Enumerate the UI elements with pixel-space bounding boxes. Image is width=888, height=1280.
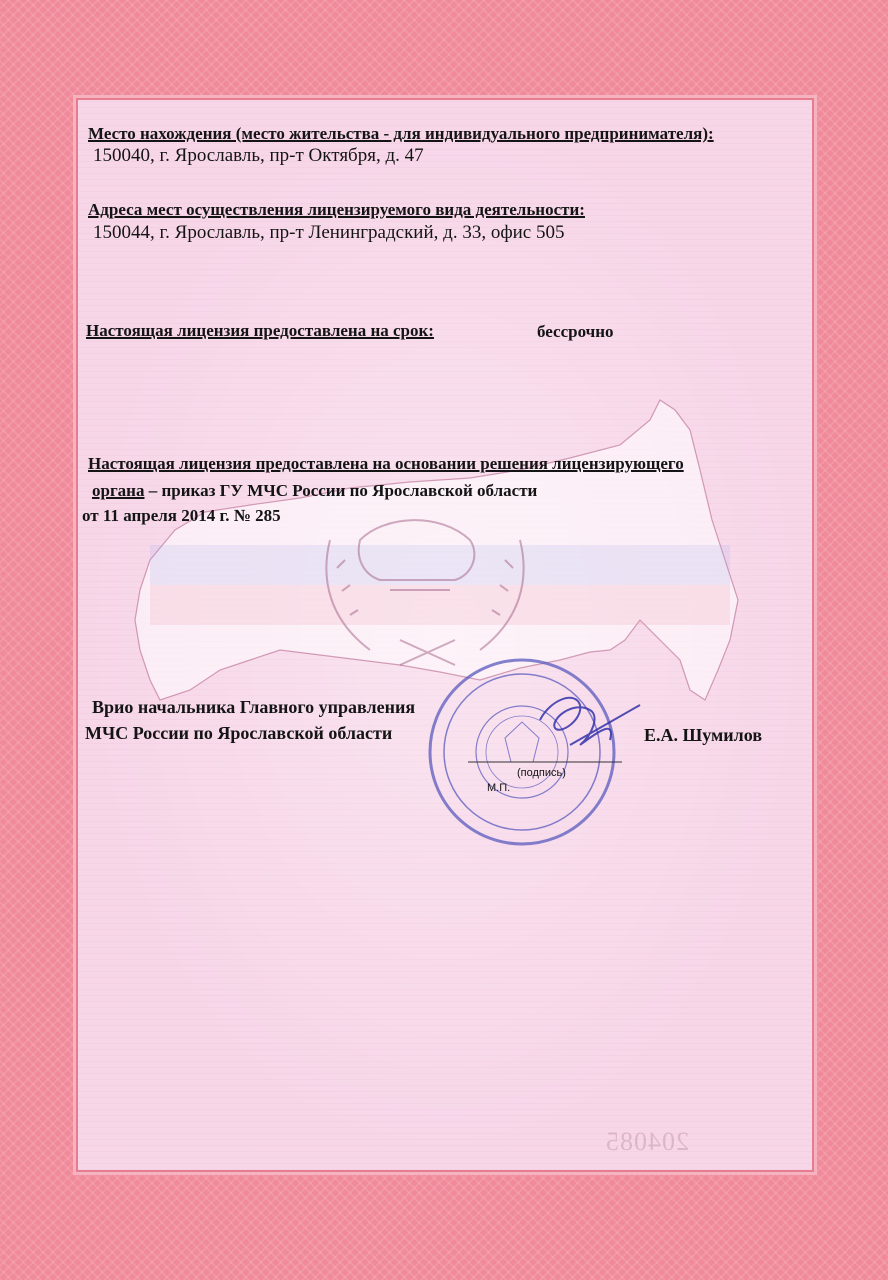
- location-value: 150040, г. Ярославль, пр-т Октября, д. 47: [93, 145, 424, 166]
- basis-line-3: от 11 апреля 2014 г. № 285: [82, 506, 281, 525]
- russia-map-watermark: [135, 400, 738, 700]
- signatory-title-line-1: Врио начальника Главного управления: [92, 697, 416, 717]
- signatory-name: Е.А. Шумилов: [644, 725, 763, 745]
- basis-organ-word: органа: [92, 481, 145, 500]
- signature-caption: (подпись): [517, 767, 566, 779]
- stamp-caption: М.П.: [487, 782, 511, 794]
- signatory-title-line-2: МЧС России по Ярославской области: [85, 723, 393, 743]
- activity-address-value: 150044, г. Ярославль, пр-т Ленинградский, д. 33, офис 505: [93, 222, 565, 243]
- official-stamp: [430, 660, 614, 844]
- basis-line-1: Настоящая лицензия предоставлена на основании решения лицензирующего: [88, 454, 684, 473]
- basis-order-text: – приказ ГУ МЧС России по Ярославской области: [144, 481, 538, 500]
- serial-number-bleedthrough: 204085: [605, 1127, 689, 1156]
- term-label: Настоящая лицензия предоставлена на срок:: [86, 321, 434, 340]
- location-label: Место нахождения (место жительства - для индивидуального предпринимателя):: [88, 124, 714, 143]
- basis-line-2: [92, 481, 537, 501]
- term-value: бессрочно: [537, 322, 614, 341]
- activity-address-label: Адреса мест осуществления лицензируемого вида деятельности:: [88, 200, 585, 219]
